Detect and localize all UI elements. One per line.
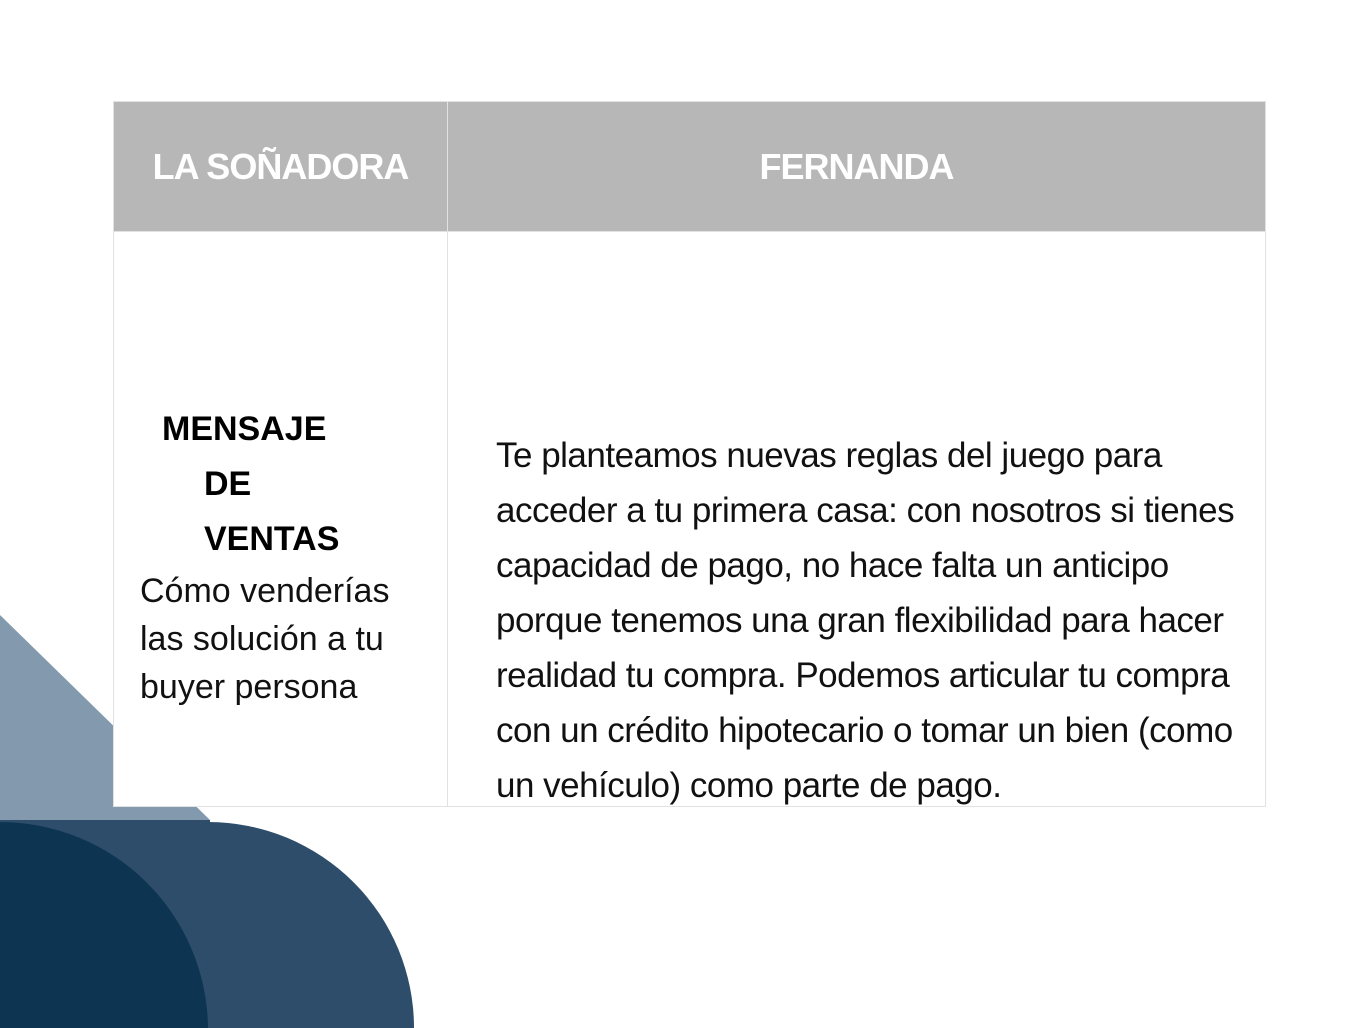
row-label-title-line1: MENSAJE <box>162 410 327 448</box>
table-row <box>114 232 1266 807</box>
row-label <box>136 402 436 711</box>
row-label-cell <box>114 232 448 807</box>
row-label-title-line2: DE <box>204 465 252 503</box>
row-label-subtitle: Cómo venderías las solución a tu buyer persona <box>140 572 390 706</box>
table-header-row <box>114 102 1266 232</box>
row-label-title <box>136 402 436 567</box>
sales-message-text: Te planteamos nuevas reglas del juego para acceder a tu primera casa: con nosotros si tienes capacidad de pago, no hace falta un anticipo porque tenemos una gran flexibilidad para hacer realidad tu compra. Podemos articular tu compra con un crédito hipotecario o tomar un bien (como un vehículo) como parte de pago. <box>496 436 1235 805</box>
row-label-title-line3: VENTAS <box>204 520 340 558</box>
header-persona-type: LA SOÑADORA <box>114 102 448 232</box>
buyer-persona-table <box>113 101 1266 807</box>
row-content-cell <box>448 232 1266 807</box>
mid-blue-quarter-circle-shape <box>208 822 414 1028</box>
header-persona-name: FERNANDA <box>448 102 1266 232</box>
